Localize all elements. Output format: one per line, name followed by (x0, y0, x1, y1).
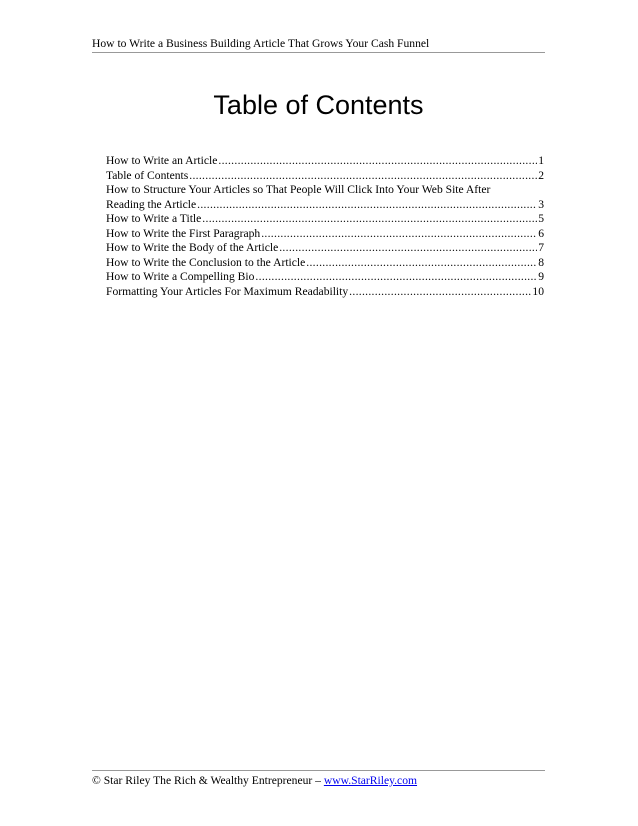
toc-dot-leader (306, 256, 537, 271)
footer-copyright: © Star Riley The Rich & Wealthy Entrepreneur – (92, 774, 324, 787)
toc-dot-leader (255, 270, 537, 285)
toc-page-number: 6 (538, 226, 544, 240)
toc-page-number: 8 (538, 255, 544, 269)
toc-page-number: 1 (538, 154, 544, 167)
toc-entry-title[interactable]: How to Write the First Paragraph (106, 226, 261, 240)
toc-entry[interactable] (106, 241, 544, 256)
toc-dot-leader (202, 212, 537, 227)
footer-divider (92, 770, 545, 771)
table-of-contents (106, 154, 544, 299)
toc-dot-leader (197, 198, 537, 213)
toc-dot-leader (261, 227, 537, 242)
toc-entry-title[interactable]: How to Write the Conclusion to the Article (106, 255, 306, 269)
toc-entry-title[interactable]: Reading the Article (106, 197, 197, 211)
toc-entry-title-line1[interactable]: How to Structure Your Articles so That People Will Click Into Your Web Site After (106, 183, 491, 196)
toc-entry[interactable] (106, 183, 544, 212)
toc-entry[interactable] (106, 227, 544, 242)
toc-page-number: 7 (538, 241, 544, 254)
toc-entry[interactable] (106, 154, 544, 169)
footer-website-link[interactable]: www.StarRiley.com (323, 774, 418, 787)
toc-entry-title[interactable]: Formatting Your Articles For Maximum Readability (106, 284, 349, 298)
toc-entry[interactable] (106, 169, 544, 184)
toc-page-number: 5 (538, 212, 544, 225)
toc-entry[interactable] (106, 270, 544, 285)
toc-entry-title[interactable]: How to Write a Title (106, 212, 202, 225)
toc-dot-leader (349, 285, 531, 300)
toc-entry-title[interactable]: How to Write the Body of the Article (106, 241, 279, 254)
page-footer (92, 774, 545, 788)
toc-entry[interactable] (106, 256, 544, 271)
toc-page-number: 10 (532, 284, 544, 298)
toc-entry-title[interactable]: How to Write an Article (106, 154, 218, 167)
toc-entry[interactable] (106, 212, 544, 227)
toc-entry-title[interactable]: Table of Contents (106, 168, 189, 182)
running-header: How to Write a Business Building Article That Grows Your Cash Funnel (92, 37, 430, 50)
header-divider (92, 52, 545, 53)
toc-entry-title[interactable]: How to Write a Compelling Bio (106, 270, 255, 283)
toc-page-number: 2 (538, 168, 544, 182)
toc-dot-leader (279, 241, 537, 256)
toc-dot-leader (189, 169, 537, 184)
toc-dot-leader (218, 154, 537, 169)
page-title: Table of Contents (213, 90, 424, 120)
toc-page-number: 3 (538, 197, 544, 211)
toc-page-number: 9 (538, 270, 544, 283)
toc-entry[interactable] (106, 285, 544, 300)
